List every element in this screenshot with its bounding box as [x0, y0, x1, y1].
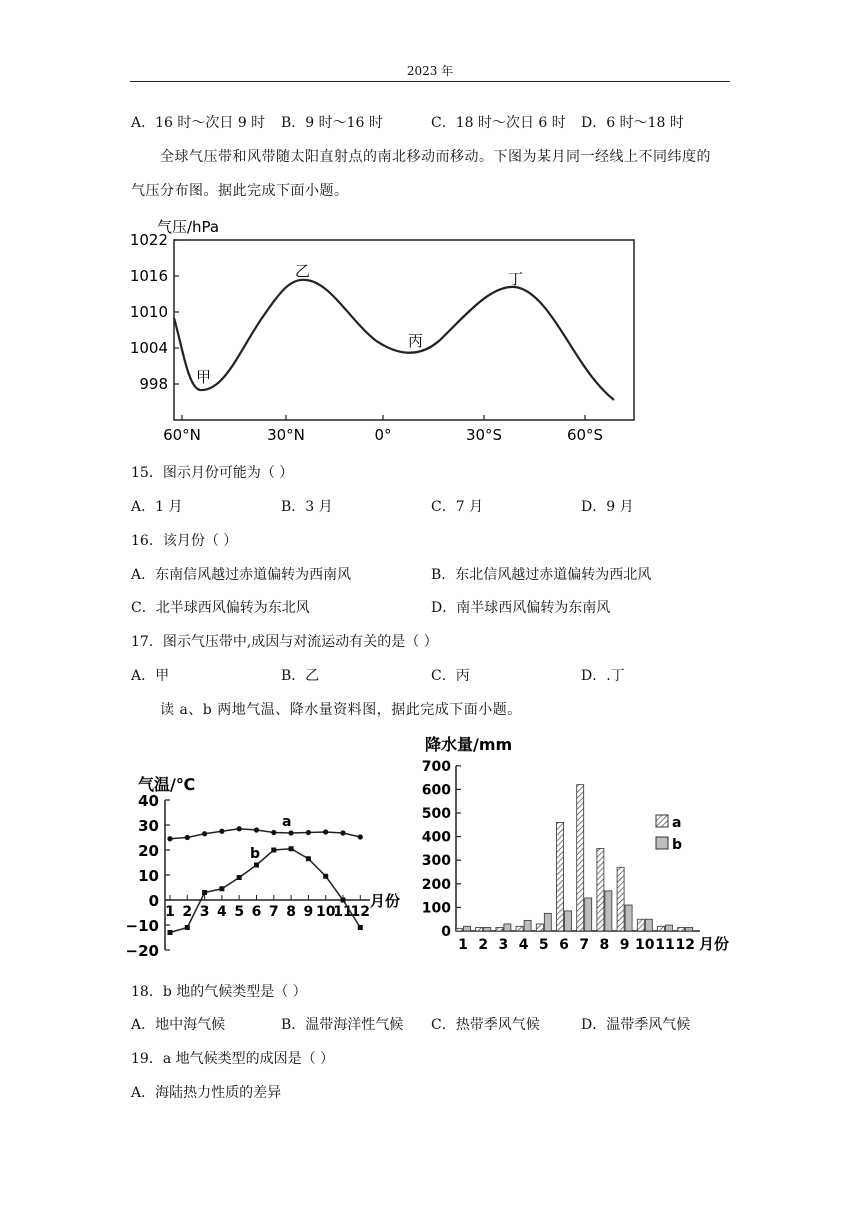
pressure-xtick-label: 60°N [163, 426, 201, 444]
precip-legend-b-label: b [672, 837, 683, 853]
precip-bar-b [645, 919, 652, 931]
q17-option-d: D．.丁 [581, 668, 625, 684]
temp-xtick-label: 3 [199, 904, 210, 920]
q18-option-c: C．热带季风气候 [431, 1017, 540, 1033]
temp-xtick-label: 7 [268, 904, 279, 920]
pressure-label-bing: 丙 [408, 332, 424, 350]
precip-xtick-label: 5 [538, 937, 549, 953]
temp-b-point [306, 856, 311, 861]
q17-option-a: A．甲 [131, 668, 170, 684]
q18-stem: 18．b 地的气候类型是（ ） [131, 984, 307, 1000]
precip-bar-b [625, 905, 632, 931]
temp-a-point [219, 829, 224, 834]
temp-xtick-label: 11 [333, 904, 353, 920]
q15-option-d: D．9 月 [581, 499, 634, 515]
temp-a-point [185, 835, 190, 840]
precip-bar-b [686, 927, 693, 931]
temp-ytick-label: 40 [138, 792, 159, 810]
q16-option-d: D．南半球西风偏转为东南风 [431, 600, 611, 616]
pressure-label-yi: 乙 [295, 262, 311, 280]
temp-ytick-label: 20 [138, 842, 159, 860]
temp-b-point [202, 890, 207, 895]
precip-xtick-label: 2 [478, 937, 489, 953]
q18-option-a: A．地中海气候 [131, 1017, 226, 1033]
q18-option-b: B．温带海洋性气候 [281, 1017, 404, 1033]
precip-xtick-label: 8 [599, 937, 610, 953]
precip-xtick-label: 9 [619, 937, 630, 953]
precip-bar-a [536, 924, 543, 931]
pressure-label-jia: 甲 [196, 368, 212, 386]
q14-option-a: A．16 时～次日 9 时 [131, 115, 266, 131]
temp-b-point [289, 846, 294, 851]
pressure-ylabel: 气压/hPa [157, 218, 220, 236]
q17-option-b: B．乙 [281, 668, 320, 684]
precip-bar-b [666, 925, 673, 931]
precip-bar-a [456, 929, 463, 931]
precip-ytick-label: 400 [421, 829, 451, 846]
precip-bar-a [678, 927, 685, 931]
temp-b-point [254, 863, 259, 868]
temp-xtick-label: 2 [182, 904, 193, 920]
q15-stem: 15．图示月份可能为（ ） [131, 465, 294, 481]
temp-a-point [340, 830, 345, 835]
intro2: 读 a、b 两地气温、降水量资料图，据此完成下面小题。 [160, 702, 522, 718]
precip-bar-a [658, 926, 665, 931]
temp-a-point [237, 826, 242, 831]
page-header-year: 2023 年 [406, 64, 454, 78]
q19-option-a: A．海陆热力性质的差异 [131, 1085, 282, 1101]
precip-ytick-label: 200 [421, 876, 451, 893]
temp-ylabel: 气温/℃ [138, 775, 196, 794]
pressure-xtick-label: 60°S [566, 426, 604, 444]
precip-xtick-label: 1 [458, 937, 468, 953]
precip-bar-b [484, 927, 491, 931]
intro1-line1: 全球气压带和风带随太阳直射点的南北移动而移动。下图为某月同一经线上不同纬度的 [160, 149, 711, 165]
precip-bar-b [524, 920, 531, 931]
temp-xtick-label: 10 [315, 904, 336, 920]
precip-xtick-label: 11 [655, 937, 675, 953]
precip-ytick-label: 0 [441, 924, 451, 940]
temp-b-point [358, 925, 363, 930]
intro1-line2: 气压分布图。据此完成下面小题。 [131, 183, 349, 199]
temp-a-point [254, 827, 259, 832]
precip-bar-a [617, 867, 624, 931]
pressure-ytick-label: 1004 [129, 339, 168, 357]
temp-b-point [168, 930, 173, 935]
temp-xunit: 月份 [370, 892, 401, 910]
pressure-xtick-label: 30°S [465, 426, 503, 444]
q16-option-b: B．东北信风越过赤道偏转为西北风 [431, 567, 652, 583]
pressure-label-ding: 丁 [508, 270, 524, 288]
q17-stem: 17．图示气压带中,成因与对流运动有关的是（ ） [131, 634, 438, 650]
temp-ytick-label: 0 [148, 892, 159, 910]
q16-option-a: A．东南信风越过赤道偏转为西南风 [131, 567, 352, 583]
precip-legend-b-swatch [656, 837, 668, 849]
precip-xtick-label: 4 [518, 937, 529, 953]
precip-bar-a [557, 822, 564, 931]
temp-ytick-label: −20 [125, 942, 159, 960]
temp-b-point [341, 898, 346, 903]
temp-xtick-label: 6 [251, 904, 262, 920]
precip-legend-a-swatch [656, 815, 668, 827]
pressure-ytick-label: 1010 [129, 303, 168, 321]
q18-option-d: D．温带季风气候 [581, 1017, 691, 1033]
pressure-xtick-label: 0° [374, 426, 392, 444]
temp-b-point [237, 875, 242, 880]
temp-xtick-label: 5 [234, 904, 245, 920]
q15-option-c: C．7 月 [431, 499, 484, 515]
q17-option-c: C．丙 [431, 668, 470, 684]
precip-xtick-label: 6 [559, 937, 569, 953]
precip-ytick-label: 700 [421, 758, 451, 775]
precip-bar-a [516, 926, 523, 931]
q14-option-d: D．6 时～18 时 [581, 115, 684, 131]
precip-xtick-label: 12 [675, 937, 695, 953]
precip-bar-b [605, 891, 612, 931]
precip-ytick-label: 300 [421, 853, 451, 870]
temp-ytick-label: −10 [125, 917, 159, 935]
precip-xtick-label: 3 [498, 937, 509, 953]
temp-xtick-label: 9 [303, 904, 314, 920]
precip-ytick-label: 100 [421, 900, 451, 917]
temp-a-point [271, 830, 276, 835]
temp-ytick-label: 10 [138, 867, 159, 885]
precip-bar-b [585, 898, 592, 931]
temp-b-point [219, 886, 224, 891]
precip-bar-b [544, 913, 551, 931]
precip-bar-b [504, 924, 511, 931]
q14-option-c: C．18 时～次日 6 时 [431, 115, 566, 131]
q19-stem: 19．a 地气候类型的成因是（ ） [131, 1051, 335, 1067]
precip-ytick-label: 500 [421, 806, 451, 822]
temp-a-point [289, 830, 294, 835]
precip-xunit: 月份 [699, 935, 730, 953]
precip-ytick-label: 600 [421, 782, 451, 799]
precip-bar-a [577, 785, 584, 931]
temp-xtick-label: 4 [217, 904, 227, 920]
temp-xtick-label: 1 [165, 904, 175, 920]
temp-a-point [167, 836, 172, 841]
precip-bar-b [464, 926, 471, 931]
q16-option-c: C．北半球西风偏转为东北风 [131, 600, 310, 616]
q14-option-b: B．9 时～16 时 [281, 115, 383, 131]
q16-stem: 16．该月份（ ） [131, 533, 238, 549]
temp-xtick-label: 12 [350, 904, 371, 920]
temp-a-point [306, 830, 311, 835]
temp-series-a-line [170, 829, 360, 839]
pressure-ytick-label: 1016 [129, 267, 168, 285]
precip-bar-a [476, 927, 483, 931]
precip-bar-a [637, 919, 644, 931]
precip-xtick-label: 7 [579, 937, 590, 953]
temp-b-point [271, 848, 276, 853]
precip-bar-a [597, 848, 604, 931]
precip-xtick-label: 10 [635, 937, 655, 953]
pressure-xtick-label: 30°N [267, 426, 305, 444]
temp-xtick-label: 8 [286, 904, 296, 920]
q15-option-b: B．3 月 [281, 499, 333, 515]
temp-b-point [323, 874, 328, 879]
pressure-ytick-label: 1022 [129, 231, 168, 249]
temp-a-point [323, 829, 328, 834]
temp-b-point [185, 925, 190, 930]
precip-bar-b [565, 911, 572, 931]
temp-a-point [202, 831, 207, 836]
temp-label-b: b [250, 846, 261, 862]
precip-ylabel: 降水量/mm [425, 735, 513, 754]
temp-ytick-label: 30 [138, 817, 159, 835]
q15-option-a: A．1 月 [131, 499, 183, 515]
temp-a-point [358, 834, 363, 839]
precip-legend-a-label: a [672, 815, 682, 831]
pressure-ytick-label: 998 [139, 375, 168, 393]
temp-label-a: a [282, 814, 292, 830]
precip-bar-a [496, 927, 503, 931]
